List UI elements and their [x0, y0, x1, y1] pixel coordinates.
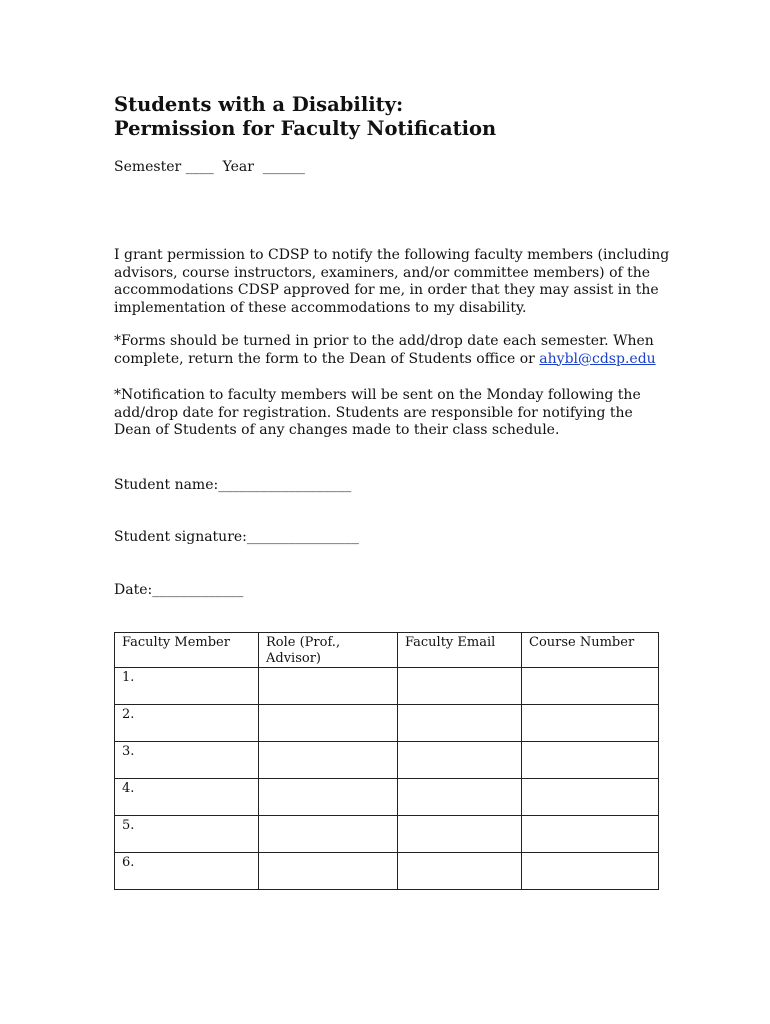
dean-email-link[interactable]: ahybl@cdsp.edu [539, 350, 656, 367]
year-blank[interactable]: ______ [262, 159, 305, 175]
semester-label: Semester [114, 159, 182, 175]
role-cell[interactable] [259, 668, 398, 705]
row-number-cell[interactable]: 4. [115, 779, 259, 816]
forms-instructions-paragraph [114, 333, 674, 368]
year-label: Year [222, 159, 254, 175]
role-cell[interactable] [259, 816, 398, 853]
table-row [115, 779, 659, 816]
header-faculty-member: Faculty Member [115, 633, 259, 668]
email-cell[interactable] [398, 853, 522, 890]
role-cell[interactable] [259, 853, 398, 890]
email-cell[interactable] [398, 705, 522, 742]
role-cell[interactable] [259, 779, 398, 816]
grant-permission-paragraph: I grant permission to CDSP to notify the following faculty members (including advisors, course instructors, examiners, and/or committee members) of the accommodations CDSP approved for me, in order that they may assist in the implementation of these accommodations to my disability. [114, 247, 670, 316]
email-cell[interactable] [398, 742, 522, 779]
table-row [115, 668, 659, 705]
row-number-cell[interactable]: 1. [115, 668, 259, 705]
course-number-cell[interactable] [522, 705, 659, 742]
email-cell[interactable] [398, 779, 522, 816]
course-number-cell[interactable] [522, 668, 659, 705]
row-number-cell[interactable]: 5. [115, 816, 259, 853]
course-number-cell[interactable] [522, 742, 659, 779]
table-row [115, 853, 659, 890]
course-number-cell[interactable] [522, 779, 659, 816]
email-cell[interactable] [398, 816, 522, 853]
student-signature-field[interactable]: Student signature:________________ [114, 529, 359, 545]
role-cell[interactable] [259, 705, 398, 742]
email-cell[interactable] [398, 668, 522, 705]
course-number-cell[interactable] [522, 816, 659, 853]
semester-year-line [114, 158, 305, 176]
student-name-field[interactable]: Student name:___________________ [114, 477, 352, 493]
table-row [115, 705, 659, 742]
faculty-table-header-row [115, 633, 659, 668]
role-cell[interactable] [259, 742, 398, 779]
course-number-cell[interactable] [522, 853, 659, 890]
header-faculty-email: Faculty Email [398, 633, 522, 668]
forms-instructions-text: *Forms should be turned in prior to the add/drop date each semester. When complete, return the form to the Dean of Students office or [114, 333, 654, 367]
table-row [115, 742, 659, 779]
table-row [115, 816, 659, 853]
row-number-cell[interactable]: 3. [115, 742, 259, 779]
header-role: Role (Prof., Advisor) [259, 633, 398, 668]
row-number-cell[interactable]: 2. [115, 705, 259, 742]
form-title [114, 93, 496, 141]
row-number-cell[interactable]: 6. [115, 853, 259, 890]
semester-blank[interactable]: ____ [185, 159, 214, 175]
date-field[interactable]: Date:_____________ [114, 582, 244, 598]
notification-paragraph: *Notification to faculty members will be sent on the Monday following the add/drop date for registration. Students are responsible for notifying the Dean of Students of any changes made to their class schedule. [114, 387, 641, 439]
title-line-2: Permission for Faculty Notification [114, 117, 497, 140]
header-course-number: Course Number [522, 633, 659, 668]
faculty-table [114, 632, 659, 890]
title-line-1: Students with a Disability: [114, 93, 404, 116]
